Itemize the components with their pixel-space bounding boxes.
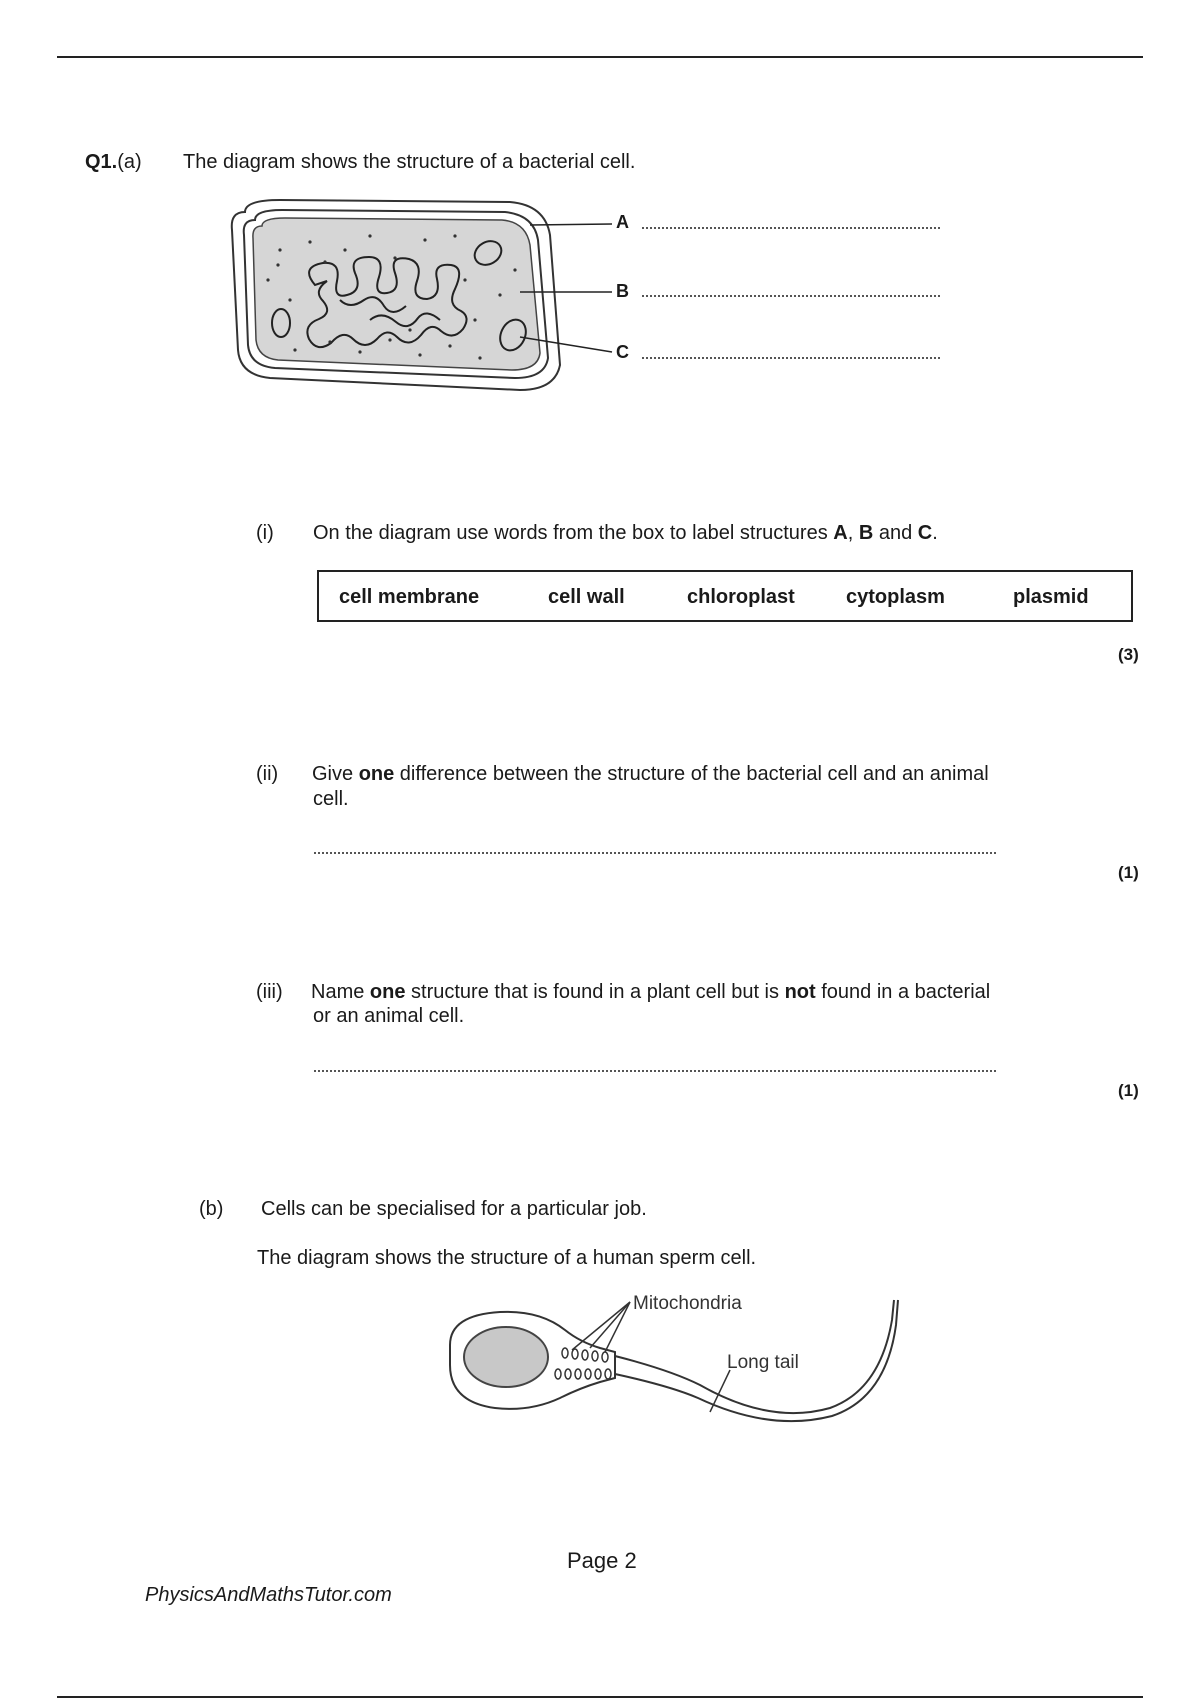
cytoplasm-area (253, 218, 540, 370)
top-rule (57, 56, 1143, 58)
page-number: Page 2 (567, 1548, 637, 1573)
word-cytoplasm: cytoplasm (846, 586, 945, 608)
qi-text: On the diagram use words from the box to label structures A, B and C. (313, 522, 938, 544)
word-plasmid: plasmid (1013, 586, 1089, 608)
label-C: C (616, 342, 629, 362)
qb-line2: The diagram shows the structure of a human sperm cell. (257, 1247, 757, 1269)
bottom-rule (57, 1696, 1143, 1698)
qiii-marks: (1) (1118, 1081, 1139, 1100)
qb-line1: Cells can be specialised for a particular job. (261, 1198, 647, 1220)
footer-site: PhysicsAndMathsTutor.com (145, 1584, 392, 1606)
qii-text-line1: Give one difference between the structure of the bacterial cell and an animal (312, 763, 989, 785)
word-cell-wall: cell wall (548, 586, 625, 608)
sperm-nucleus (464, 1327, 548, 1387)
question-number: Q1.(a) (85, 151, 142, 173)
qi-number: (i) (256, 522, 274, 544)
qii-number: (ii) (256, 763, 279, 785)
qi-marks: (3) (1118, 645, 1139, 664)
word-box (317, 570, 1133, 622)
word-chloroplast: chloroplast (687, 586, 795, 608)
q1a-intro: The diagram shows the structure of a bacterial cell. (183, 151, 636, 173)
label-mitochondria: Mitochondria (633, 1293, 742, 1314)
qiii-text-line2: or an animal cell. (313, 1005, 465, 1027)
bacterial-cell-diagram (220, 190, 960, 400)
qii-text-line2: cell. (313, 788, 349, 810)
qii-marks: (1) (1118, 863, 1139, 882)
label-B: B (616, 281, 629, 301)
qiii-text-line1: Name one structure that is found in a plant cell but is not found in a bacterial (311, 981, 991, 1003)
label-A: A (616, 212, 629, 232)
qb-part: (b) (199, 1198, 224, 1220)
word-cell-membrane: cell membrane (339, 586, 480, 608)
qiii-number: (iii) (256, 981, 283, 1003)
label-long-tail: Long tail (727, 1352, 799, 1373)
qiii-answer-line[interactable] (314, 1070, 996, 1072)
qii-answer-line[interactable] (314, 852, 996, 854)
